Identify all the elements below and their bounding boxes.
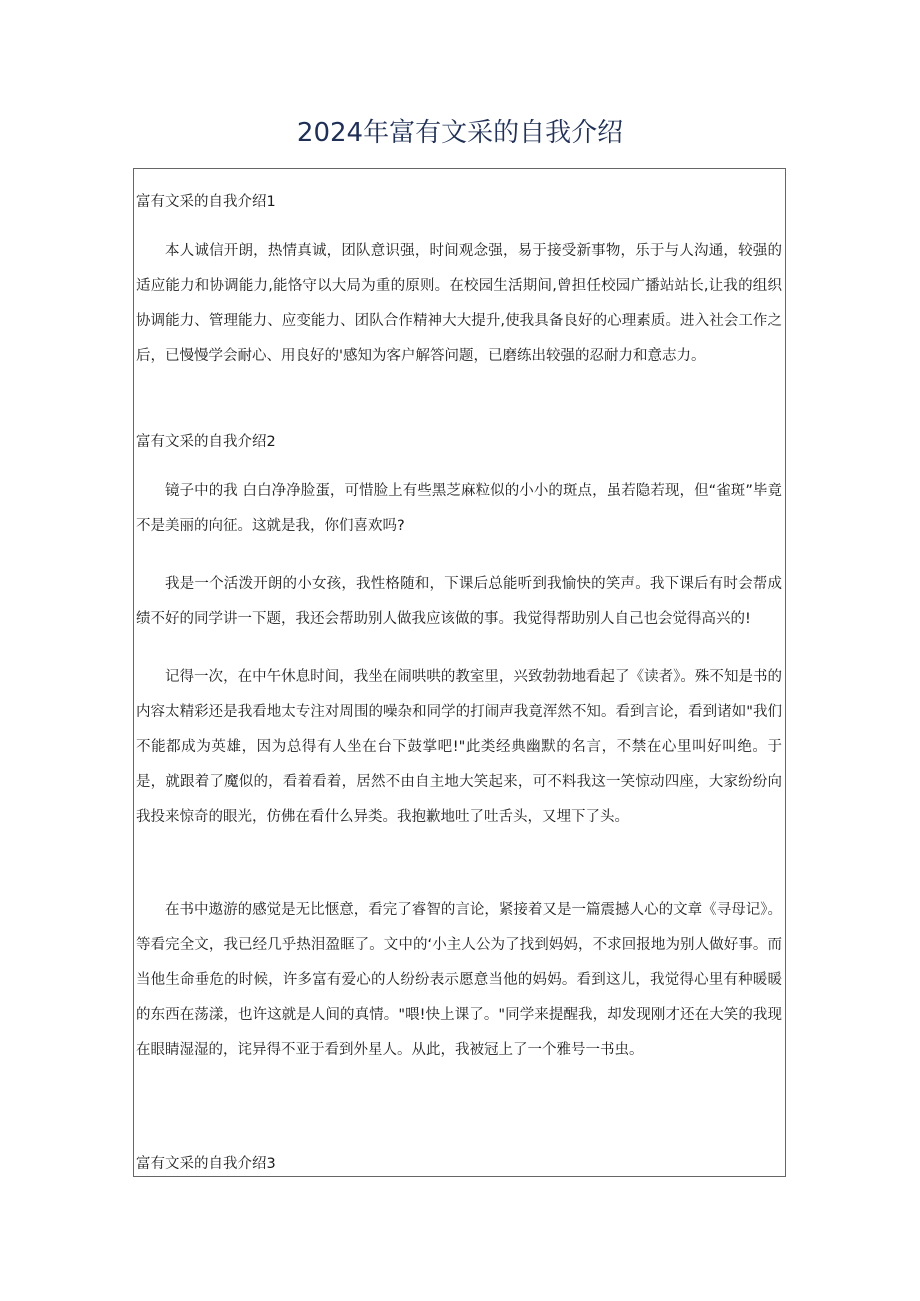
- section-2-paragraph-1: 镜子中的我 白白净净脸蛋，可惜脸上有些黑芝麻粒似的小小的斑点，虽若隐若现，但“雀斑”毕竟不是美丽的向征。这就是我，你们喜欢吗?: [136, 483, 782, 534]
- section-heading-3: 富有文采的自我介绍3: [136, 1156, 276, 1172]
- section-2-paragraph-3: 记得一次，在中午休息时间，我坐在闹哄哄的教室里，兴致勃勃地看起了《读者》。殊不知是书的内容太精彩还是我看地太专注对周围的噪杂和同学的打闹声我竟浑然不知。看到言论，看到诸如"我们不能都成为英雄，因为总得有人坐在台下鼓掌吧!"此类经典幽默的名言，不禁在心里叫好叫绝。于是，就跟着了魔似的，看着看着，居然不由自主地大笑起来，可不料我这一笑惊动四座，大家纷纷向我投来惊奇的眼光，仿佛在看什么异类。我抱歉地吐了吐舌头，又埋下了头。: [136, 669, 782, 825]
- section-heading-2: 富有文采的自我介绍2: [136, 434, 276, 450]
- section-2-paragraph-4: 在书中遨游的感觉是无比惬意，看完了睿智的言论，紧接着又是一篇震撼人心的文章《寻母记》。等看完全文，我已经几乎热泪盈眶了。文中的‘小主人公为了找到妈妈，不求回报地为别人做好事。而当他生命垂危的时候，许多富有爱心的人纷纷表示愿意当他的妈妈。看到这儿，我觉得心里有种暖暖的东西在荡漾，也许这就是人间的真情。"喂!快上课了。"同学来提醒我，却发现刚才还在大笑的我现在眼睛湿湿的，诧异得不亚于看到外星人。从此，我被冠上了一个雅号一书虫。: [136, 902, 782, 1058]
- section-1-paragraph-1: 本人诚信开朗，热情真诚，团队意识强，时间观念强，易于接受新事物，乐于与人沟通，较强的适应能力和协调能力,能恪守以大局为重的原则。在校园生活期间,曾担任校园广播站站长,让我的组织协调能力、管理能力、应变能力、团队合作精神大大提升,使我具备良好的心理素质。进入社会工作之后，已慢慢学会耐心、用良好的'感知为客户解答问题，已磨练出较强的忍耐力和意志力。: [136, 243, 782, 364]
- document-title: 2024年富有文采的自我介绍: [296, 118, 624, 148]
- section-2-paragraph-2: 我是一个活泼开朗的小女孩，我性格随和，下课后总能听到我愉快的笑声。我下课后有时会帮成绩不好的同学讲一下题，我还会帮助别人做我应该做的事。我觉得帮助别人自己也会觉得高兴的!: [136, 576, 782, 627]
- section-heading-1: 富有文采的自我介绍1: [136, 194, 276, 210]
- content-frame: [133, 168, 786, 1177]
